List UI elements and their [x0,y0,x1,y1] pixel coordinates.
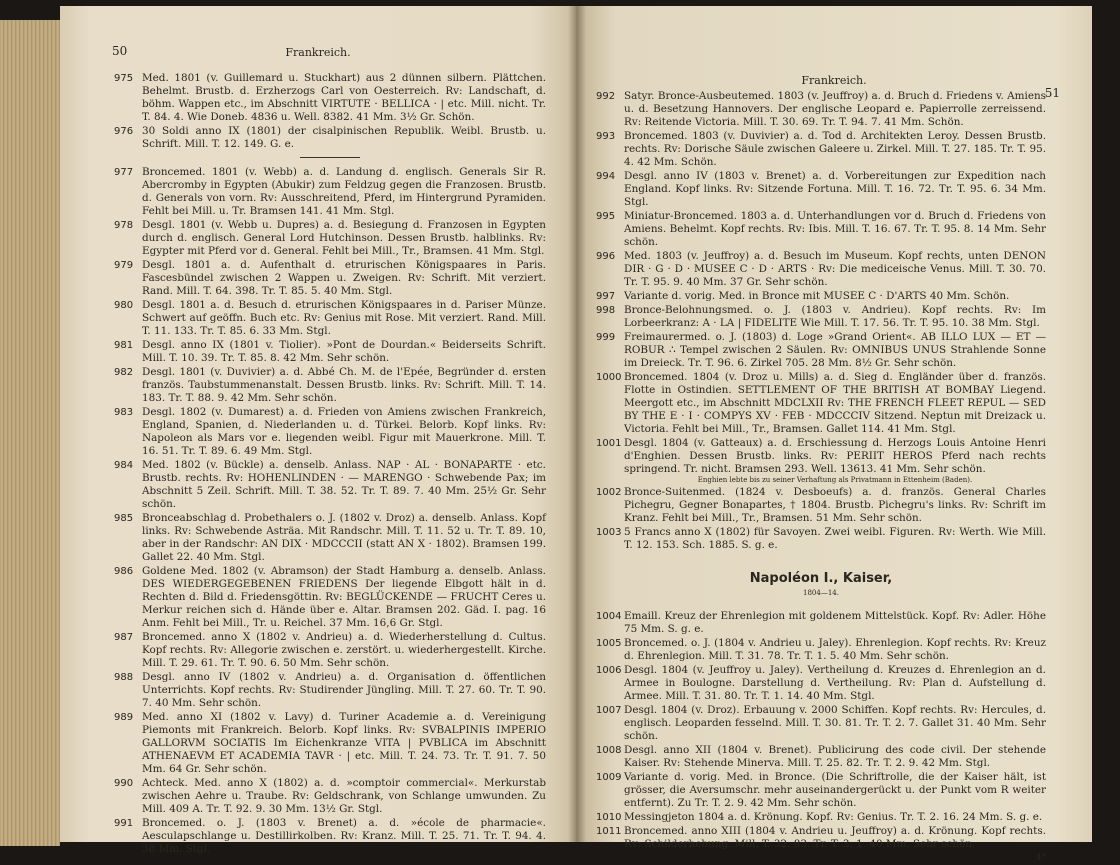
entry-number: 1011 [596,826,622,837]
entry-number: 979 [114,260,134,271]
catalog-entry [596,210,1046,249]
entry-description: Freimaurermed. o. J. (1803) d. Loge »Grand Orient«. AB ILLO LUX — ET — ROBUR ∴ Tempel zwischen 2 Säulen. Rv: OMNIBUS UNUS Strahlende Sonne im Dreieck. Tr. T. 96. 6. Zirkel 705. 28 Mm. 8½ Gr. Sehr schön. [624,331,1046,369]
catalog-entry [114,219,546,258]
catalog-entry [114,259,546,298]
catalog-entry [114,817,546,856]
catalog-entry [114,125,546,151]
entry-number: 983 [114,407,134,418]
entry-description: Desgl. 1804 (v. Jeuffroy u. Jaley). Vertheilung d. Kreuzes d. Ehrenlegion an d. Armee in Boulogne. Darstellung d. Vertheilung. Rv: Plan d. Aufstellung d. Armee. Mill. T. 31. 80. Tr. T. 1. 14. 40 Mm. Stgl. [624,664,1046,702]
catalog-entry [114,406,546,458]
entry-description: Broncemed. o. J. (1803 v. Brenet) a. d. »école de pharmacie«. Aesculapschlange u. Destillirkolben. Rv: Kranz. Mill. T. 25. 71. Tr. T. 94. 4. 38 Mm. Stgl. [142,817,546,855]
section-dates: 1804—14. [803,589,839,597]
section-heading [596,572,1046,600]
entry-description: Miniatur-Broncemed. 1803 a. d. Unterhandlungen vor d. Bruch d. Friedens von Amiens. Behelmt. Kopf rechts. Rv: Ibis. Mill. T. 16. 67. Tr. T. 95. 8. 14 Mm. Sehr schön. [624,210,1046,248]
entry-description: Desgl. 1801 a. d. Besuch d. etrurischen Königspaares in d. Pariser Münze. Schwert auf geöffn. Buch etc. Rv: Genius mit Rose. Mit verziert. Rand. Mill. T. 11. 133. Tr. T. 85. 6. 33 Mm. Stgl. [142,299,546,337]
entry-number: 981 [114,340,134,351]
entry-description: Bronce-Belohnungsmed. o. J. (1803 v. Andrieu). Kopf rechts. Rv: Im Lorbeerkranz: A · LA | FIDELITE Wie Mill. T. 17. 56. Tr. T. 95. 10. 38 Mm. Stgl. [624,304,1046,329]
catalog-entry [596,637,1046,663]
entry-footnote: Enghien lebte bis zu seiner Verhaftung als Privatmann in Ettenheim (Baden). [697,476,973,484]
entry-number: 989 [114,712,134,723]
entry-number: 1008 [596,745,622,756]
entry-description: Desgl. 1801 (v. Webb u. Dupres) a. d. Besiegung d. Franzosen in Egypten durch d. englisch. General Lord Hutchinson. Dessen Brustb. halblinks. Rv: Egypter mit Pferd vor d. General. Fehlt bei Mill., Tr., Bramsen. 41 Mm. Stgl. [142,219,546,257]
entry-number: 1002 [596,487,622,498]
catalog-entry [596,825,1046,851]
catalog-entry [596,331,1046,370]
section-divider [300,157,360,158]
catalog-entry [114,565,546,630]
entry-number: 976 [114,126,134,137]
right-entries [596,90,1046,865]
entry-description: Messingjeton 1804 a. d. Krönung. Kopf. Rv: Genius. Tr. T. 2. 16. 24 Mm. S. g. e. [624,811,1043,823]
catalog-entry [596,130,1046,169]
catalog-entry [596,771,1046,810]
entry-description: Desgl. 1801 (v. Duvivier) a. d. Abbé Ch. M. de l'Epée, Begründer d. ersten französ. Taubstummenanstalt. Dessen Brustb. links. Rv: Schrift. Mill. T. 14. 183. Tr. T. 88. 9. 42 Mm. Sehr schön. [142,366,546,404]
entry-number: 987 [114,632,134,643]
entry-description: Broncemed. 1801 (v. Webb) a. d. Landung d. englisch. Generals Sir R. Abercromby in Egypten (Abukir) zum Feldzug gegen die Franzosen. Brustb. d. Generals von vorn. Rv: Ausschreitend, Pferd, im Hintergrund Pyramiden. Fehlt bei Mill. u. Tr. Bramsen 141. 41 Mm. Stgl. [142,166,546,217]
entry-number: 986 [114,566,134,577]
entry-description: Desgl. anno IX (1801 v. Tiolier). »Pont de Dourdan.« Beiderseits Schrift. Mill. T. 10. 39. Tr. T. 85. 8. 42 Mm. Sehr schön. [142,339,546,364]
page-edges [0,20,60,846]
entry-number: 991 [114,818,134,829]
catalog-entry [596,90,1046,129]
entry-description: Variante d. vorig. Med. in Bronce. (Die Schriftrolle, die der Kaiser hält, ist grösser, die Aversumschr. mehr auseinandergerückt u. der Punkt vom R weiter entfernt). Zu Tr. T. 2. 9. 42 Mm. Sehr schön. [624,771,1046,809]
catalog-entry [596,170,1046,209]
catalog-entry [114,459,546,511]
entry-description: 30 Soldi anno IX (1801) der cisalpinischen Republik. Weibl. Brustb. u. Schrift. Mill. T. 12. 149. G. e. [142,125,546,150]
signature-mark: 4* [1035,853,1046,863]
entry-number: 1007 [596,705,622,716]
entry-number: 985 [114,513,134,524]
entry-description: Desgl. 1801 a. d. Aufenthalt d. etrurischen Königspaares in Paris. Fascesbündel zwischen 2 Wappen u. Zweigen. Rv: Schrift. Mit verziert. Rand. Mill. T. 64. 398. Tr. T. 85. 5. 40 Mm. Stgl. [142,259,546,297]
right-running-head: Frankreich. [801,74,867,87]
catalog-entry [114,339,546,365]
entry-number: 1001 [596,438,622,449]
entry-description: Achteck. Med. anno X (1802) a. d. »comptoir commercial«. Merkurstab zwischen Aehre u. Traube. Rv: Geldschrank, von Schlange umwunden. Zu Mill. 409 A. Tr. T. 92. 9. 30 Mm. 13½ Gr. Stgl. [142,777,546,815]
entry-description: Broncemed. o. J. (1804 v. Andrieu u. Jaley). Ehrenlegion. Kopf rechts. Rv: Kreuz d. Ehrenlegion. Mill. T. 31. 78. Tr. T. 1. 5. 40 Mm. Sehr schön. [624,637,1046,662]
catalog-entry [596,437,1046,485]
entry-number: 1000 [596,372,622,383]
left-running-head: Frankreich. [285,46,351,59]
entry-description: Med. anno XI (1802 v. Lavy) d. Turiner Academie a. d. Vereinigung Piemonts mit Frankreich. Belorb. Kopf links. Rv: SVBALPINIS IMPERIO GALLORVM SOCIATIS Im Eichenkranze VITA | PVBLICA im Abschnitt ATHENAEVM ET ACADEMIA TAVR · | etc. Mill. T. 24. 73. Tr. T. 91. 7. 50 Mm. 64 Gr. Sehr schön. [142,711,546,775]
catalog-entry [114,166,546,218]
entry-number: 982 [114,367,134,378]
entry-number: 999 [596,332,616,343]
entry-description: Desgl. 1804 (v. Gatteaux) a. d. Erschiessung d. Herzogs Louis Antoine Henri d'Enghien. Dessen Brustb. links. Rv: PERIIT HEROS Pferd nach rechts springend. Tr. nicht. Bramsen 293. Well. 13613. 41 Mm. Sehr schön. [624,437,1046,475]
entry-description: Bronce-Suitenmed. (1824 v. Desboeufs) a. d. französ. General Charles Pichegru, Gegner Bonapartes, † 1804. Brustb. Pichegru's links. Rv: Schrift im Kranz. Fehlt bei Mill., Tr., Bramsen. 51 Mm. Sehr schön. [624,486,1046,524]
catalog-entry [114,299,546,338]
entry-description: Desgl. 1802 (v. Dumarest) a. d. Frieden von Amiens zwischen Frankreich, England, Spanien, d. Niederlanden u. d. Türkei. Belorb. Kopf links. Rv: Napoleon als Mars vor e. liegenden weibl. Figur mit Mauerkrone. Mill. T. 16. 51. Tr. T. 89. 6. 49 Mm. Stgl. [142,406,546,457]
entry-number: 988 [114,672,134,683]
entry-description: Emaill. Kreuz der Ehrenlegion mit goldenem Mittelstück. Kopf. Rv: Adler. Höhe 75 Mm. S. g. e. [624,610,1046,635]
entry-description: Med. 1802 (v. Bückle) a. denselb. Anlass. NAP · AL · BONAPARTE · etc. Brustb. rechts. Rv: HOHENLINDEN · — MARENGO · Schwebende Pax; im Abschnitt 5 Zeil. Schrift. Mill. T. 38. 52. Tr. T. 89. 7. 40 Mm. 25½ Gr. Sehr schön. [142,459,546,510]
entry-number: 995 [596,211,616,222]
section-title: Napoléon I., Kaiser, [749,571,893,586]
entry-description: Variante d. vorig. Med. in Bronce mit MUSEE C · D'ARTS 40 Mm. Schön. [624,290,1010,302]
catalog-entry [596,704,1046,743]
catalog-entry [114,777,546,816]
book-spread [60,6,1092,863]
catalog-entry [114,671,546,710]
entry-description: Broncemed. 1804 (v. Droz u. Mills) a. d. Sieg d. Engländer über d. französ. Flotte in Ostindien. SETTLEMENT OF THE BRITISH AT BOMBAY Liegend. Meergott etc., im Abschnitt MDCLXII Rv: THE FRENCH FLEET REPUL — SED BY THE E · I · COMPYS XV · FEB · MDCCCIV Sitzend. Neptun mit Dreizack u. Victoria. Fehlt bei Mill., Tr., Bramsen. Gallet 114. 41 Mm. Stgl. [624,371,1046,435]
entry-number: 992 [596,91,616,102]
catalog-entry [596,744,1046,770]
entry-description: Med. 1803 (v. Jeuffroy) a. d. Besuch im Museum. Kopf rechts, unten DENON DIR · G · D · MUSEE C · D · ARTS · Rv: Die mediceische Venus. Mill. T. 30. 70. Tr. T. 95. 9. 40 Mm. 37 Gr. Sehr schön. [624,250,1046,288]
entry-number: 977 [114,167,134,178]
catalog-entry [114,512,546,564]
right-page [576,6,1092,863]
entry-number: 1003 [596,527,622,538]
catalog-entry [596,610,1046,636]
catalog-entry [596,250,1046,289]
entry-number: 990 [114,778,134,789]
catalog-entry [596,486,1046,525]
entry-description: Broncemed. anno X (1802 v. Andrieu) a. d. Wiederherstellung d. Cultus. Kopf rechts. Rv: Allegorie zwischen e. zerstört. u. wiederhergestellt. Kirche. Mill. T. 29. 61. Tr. T. 90. 6. 50 Mm. Sehr schön. [142,631,546,669]
entry-number: 984 [114,460,134,471]
left-page-number: 50 [112,44,128,58]
entry-description: Desgl. anno IV (1803 v. Brenet) a. d. Vorbereitungen zur Expedition nach England. Kopf links. Rv: Sitzende Fortuna. Mill. T. 16. 72. Tr. T. 95. 6. 34 Mm. Stgl. [624,170,1046,208]
entry-number: 993 [596,131,616,142]
entry-description: Satyr. Bronce-Ausbeutemed. 1803 (v. Jeuffroy) a. d. Bruch d. Friedens v. Amiens u. d. Besetzung Hannovers. Der englische Leopard e. Papierrolle zerreissend. Rv: Reitende Victoria. Mill. T. 30. 69. Tr. T. 94. 7. 41 Mm. Schön. [624,90,1046,128]
catalog-entry [596,304,1046,330]
entry-number: 1006 [596,665,622,676]
entry-number: 997 [596,291,616,302]
entry-number: 996 [596,251,616,262]
catalog-entry [596,371,1046,436]
left-entries [114,72,546,857]
entry-number: 1005 [596,638,622,649]
catalog-entry [596,664,1046,703]
book-gutter [568,6,586,842]
catalog-entry [596,290,1046,303]
entry-number: 1004 [596,611,622,622]
entry-description: Desgl. anno XII (1804 v. Brenet). Publicirung des code civil. Der stehende Kaiser. Rv: Stehende Minerva. Mill. T. 25. 82. Tr. T. 2. 9. 42 Mm. Stgl. [624,744,1046,769]
entry-description: Goldene Med. 1802 (v. Abramson) der Stadt Hamburg a. denselb. Anlass. DES WIEDERGEGEBENEN FRIEDENS Der liegende Elbgott hält in d. Rechten d. Bild d. Friedensgöttin. Rv: BEGLÜCKENDE — FRUCHT Ceres u. Merkur reichen sich d. Hände über e. Altar. Bramsen 202. Gäd. I. pag. 16 Anm. Fehlt bei Mill., Tr. u. Reichel. 37 Mm. 16,6 Gr. Stgl. [142,565,546,629]
entry-description: Desgl. anno IV (1802 v. Andrieu) a. d. Organisation d. öffentlichen Unterrichts. Kopf rechts. Rv: Studirender Jüngling. Mill. T. 27. 60. Tr. T. 90. 7. 40 Mm. Sehr schön. [142,671,546,709]
entry-description: Bronceabschlag d. Probethalers o. J. (1802 v. Droz) a. denselb. Anlass. Kopf links. Rv: Schwebende Asträa. Mit Randschr. Mill. T. 11. 52 u. Tr. T. 89. 10, aber in der Randschr: AN DIX · MDCCCII (statt AN X · 1802). Bramsen 199. Gallet 22. 40 Mm. Stgl. [142,512,546,563]
entry-number: 994 [596,171,616,182]
right-page-number: 51 [1044,86,1060,100]
catalog-entry [114,711,546,776]
left-page [60,6,576,855]
entry-description: Med. 1801 (v. Guillemard u. Stuckhart) aus 2 dünnen silbern. Plättchen. Behelmt. Brustb. d. Erzherzogs Carl von Oesterreich. Rv: Landschaft, d. böhm. Wappen etc., im Abschnitt VIRTUTE · BELLICA · | etc. Mill. nicht. Tr. T. 84. 4. Wie Doneb. 4836 u. Well. 8382. 41 Mm. 3½ Gr. Schön. [142,72,546,123]
entry-description: Broncemed. 1803 (v. Duvivier) a. d. Tod d. Architekten Leroy. Dessen Brustb. rechts. Rv: Dorische Säule zwischen Galeere u. Zirkel. Mill. T. 27. 185. Tr. T. 95. 4. 42 Mm. Schön. [624,130,1046,168]
catalog-entry [596,811,1046,824]
entry-number: 978 [114,220,134,231]
catalog-entry [114,631,546,670]
entry-number: 1010 [596,812,622,823]
catalog-entry [114,72,546,124]
entry-description: Broncemed. anno XIII (1804 v. Andrieu u. Jeuffroy) a. d. Krönung. Kopf rechts. Rv: Schilderhebung. Mill. T. 32. 83. Tr. T. 3. 1. 40 Mm. Sehr schön. [624,825,1046,850]
catalog-entry [596,526,1046,552]
entry-description: 5 Francs anno X (1802) für Savoyen. Zwei weibl. Figuren. Rv: Werth. Wie Mill. T. 12. 153. Sch. 1885. S. g. e. [624,526,1046,551]
entry-number: 1009 [596,772,622,783]
entry-number: 975 [114,73,134,84]
catalog-entry [114,366,546,405]
entry-number: 998 [596,305,616,316]
entry-description: Desgl. 1804 (v. Droz). Erbauung v. 2000 Schiffen. Kopf rechts. Rv: Hercules, d. englisch. Leoparden fesselnd. Mill. T. 30. 81. Tr. T. 2. 7. Gallet 31. 40 Mm. Sehr schön. [624,704,1046,742]
entry-number: 980 [114,300,134,311]
